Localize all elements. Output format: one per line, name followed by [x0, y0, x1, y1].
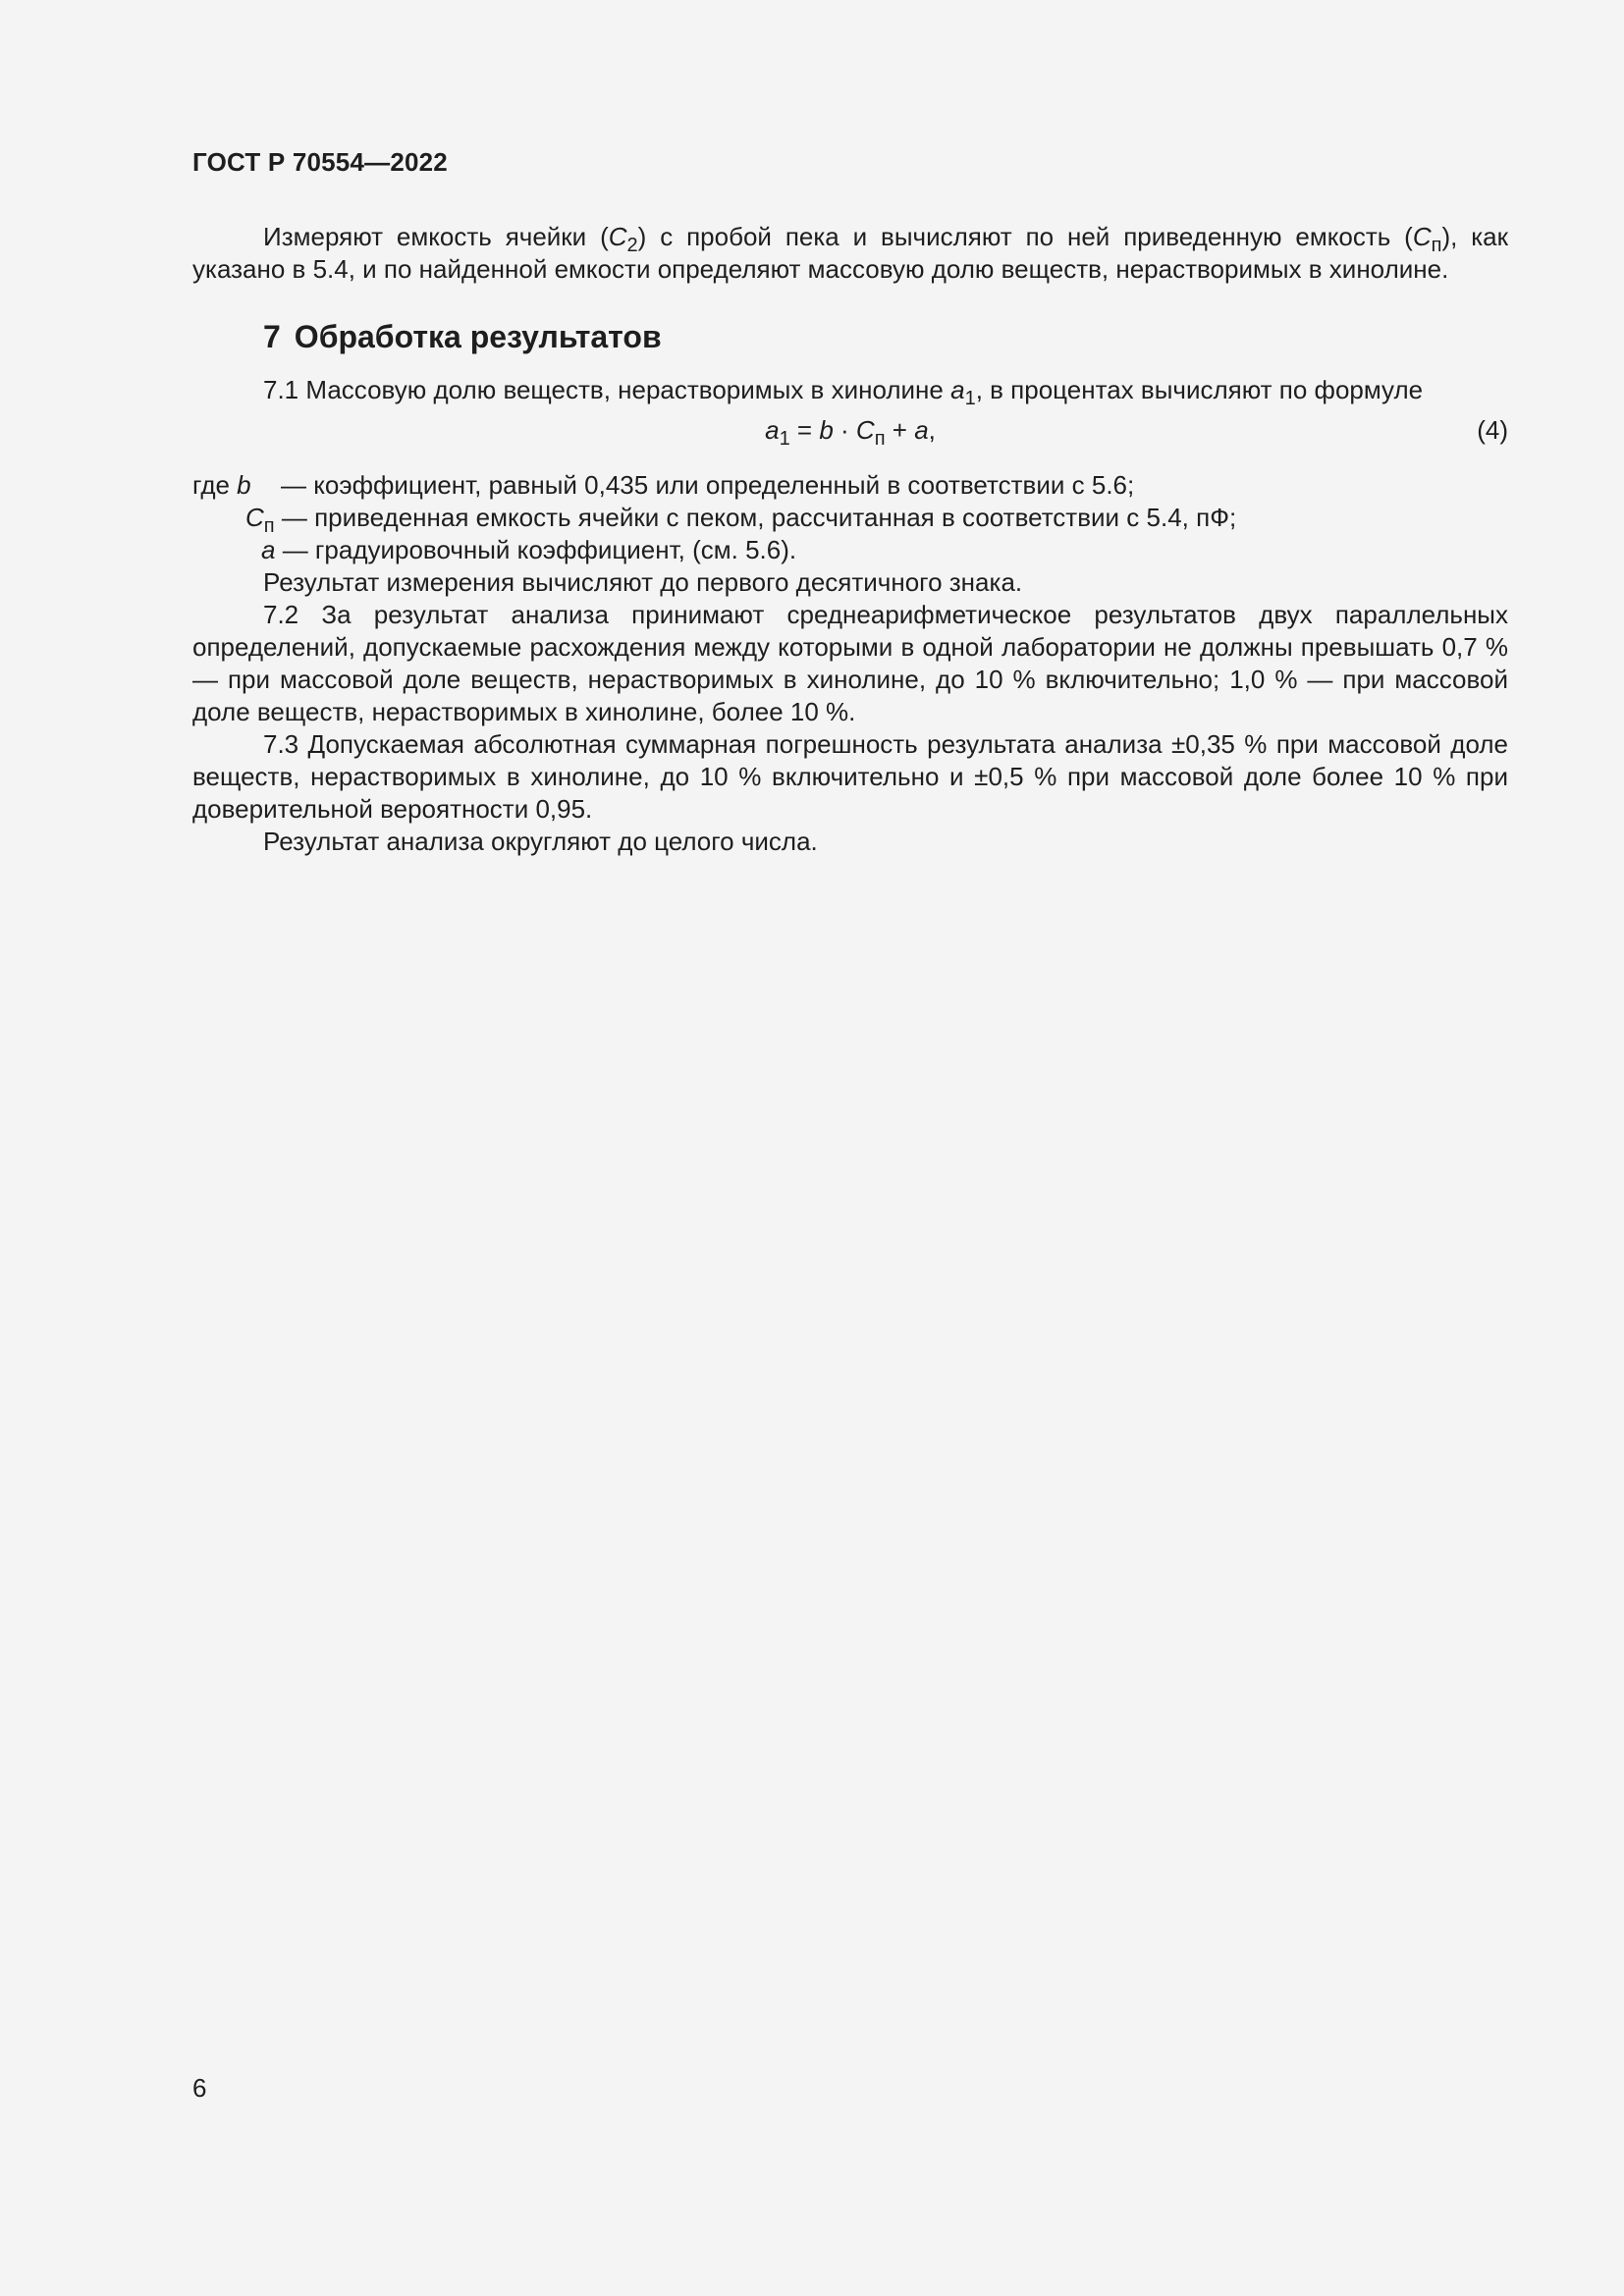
c2-subscript: 2: [626, 235, 638, 256]
where-intro: где: [192, 470, 238, 500]
intro-text-1: Измеряют емкость ячейки (: [263, 222, 609, 251]
intro-text-3: ), как указано в 5.4, и по найденной емкости определяют массовую долю веществ, нерастворимых в хинолине.: [192, 222, 1509, 284]
clause-7-3: 7.3 Допускаемая абсолютная суммарная погрешность результата анализа ±0,35 % при массовой доле веществ, нерастворимых в хинолине, до 10 % включительно и ±0,5 % при массовой доле более 10 % при доверительной вероятности 0,95.: [192, 729, 1508, 824]
formula-c: C: [855, 415, 875, 445]
where-line-c: [192, 502, 1508, 537]
page-number: 6: [192, 2073, 207, 2103]
cp-symbol: C: [1412, 222, 1432, 251]
where-b-term: [192, 469, 251, 502]
formula-lhs: a: [765, 415, 780, 445]
formula-b: b: [819, 415, 834, 445]
where-a-term: [261, 534, 796, 566]
where-b-symbol: b: [237, 470, 251, 500]
where-c-term: [245, 502, 1237, 537]
formula-dot: ·: [833, 415, 856, 445]
result-precision-paragraph: Результат измерения вычисляют до первого десятичного знака.: [263, 567, 1023, 597]
cp-subscript: п: [1431, 235, 1442, 256]
formula-tail: ,: [928, 415, 936, 445]
formula-a: a: [914, 415, 929, 445]
formula-c-sub: п: [874, 428, 886, 450]
document-header: ГОСТ Р 70554—2022: [192, 147, 448, 177]
where-a-desc: — градуировочный коэффициент, (см. 5.6).: [275, 535, 797, 564]
where-line-a: [192, 534, 1508, 566]
formula: [192, 414, 1508, 450]
formula-eq: =: [789, 415, 820, 445]
section-title: Обработка результатов: [294, 319, 662, 354]
formula-row: [192, 410, 1508, 454]
rounding-paragraph: Результат анализа округляют до целого числа.: [263, 827, 818, 856]
intro-paragraph: [192, 221, 1508, 286]
where-b-desc: — коэффициент, равный 0,435 или определенный в соответствии с 5.6;: [281, 470, 1135, 500]
formula-lhs-sub: 1: [779, 428, 790, 450]
a1-symbol: a: [950, 375, 965, 404]
where-c-symbol: C: [245, 503, 264, 532]
where-line-b: [192, 469, 1508, 502]
formula-number: (4): [1477, 415, 1508, 445]
where-c-subscript: п: [263, 515, 275, 537]
section-heading: [263, 317, 1508, 356]
page-content: [192, 221, 1508, 858]
clause-7-1-text-before: 7.1 Массовую долю веществ, нерастворимых в хинолине: [263, 375, 951, 404]
c2-symbol: C: [608, 222, 627, 251]
where-block: [192, 469, 1508, 566]
clause-7-1: [192, 374, 1508, 409]
clause-7-1-text-after: , в процентах вычисляют по формуле: [975, 375, 1424, 404]
a1-subscript: 1: [964, 388, 976, 409]
clause-7-2: 7.2 За результат анализа принимают среднеарифметическое результатов двух параллельных определений, допускаемые расхождения между которыми в одной лаборатории не должны превышать 0,7 % — при массовой доле веществ, нерастворимых в хинолине, до 10 % включительно; 1,0 % — при массовой доле веществ, нерастворимых в хинолине, более 10 %.: [192, 600, 1508, 726]
where-a-symbol: a: [261, 535, 276, 564]
intro-text-2: ) с пробой пека и вычисляют по ней приведенную емкость (: [637, 222, 1413, 251]
where-c-desc: — приведенная емкость ячейки с пеком, рассчитанная в соответствии с 5.4, пФ;: [274, 503, 1237, 532]
section-number: 7: [263, 319, 281, 354]
formula-plus: +: [885, 415, 915, 445]
